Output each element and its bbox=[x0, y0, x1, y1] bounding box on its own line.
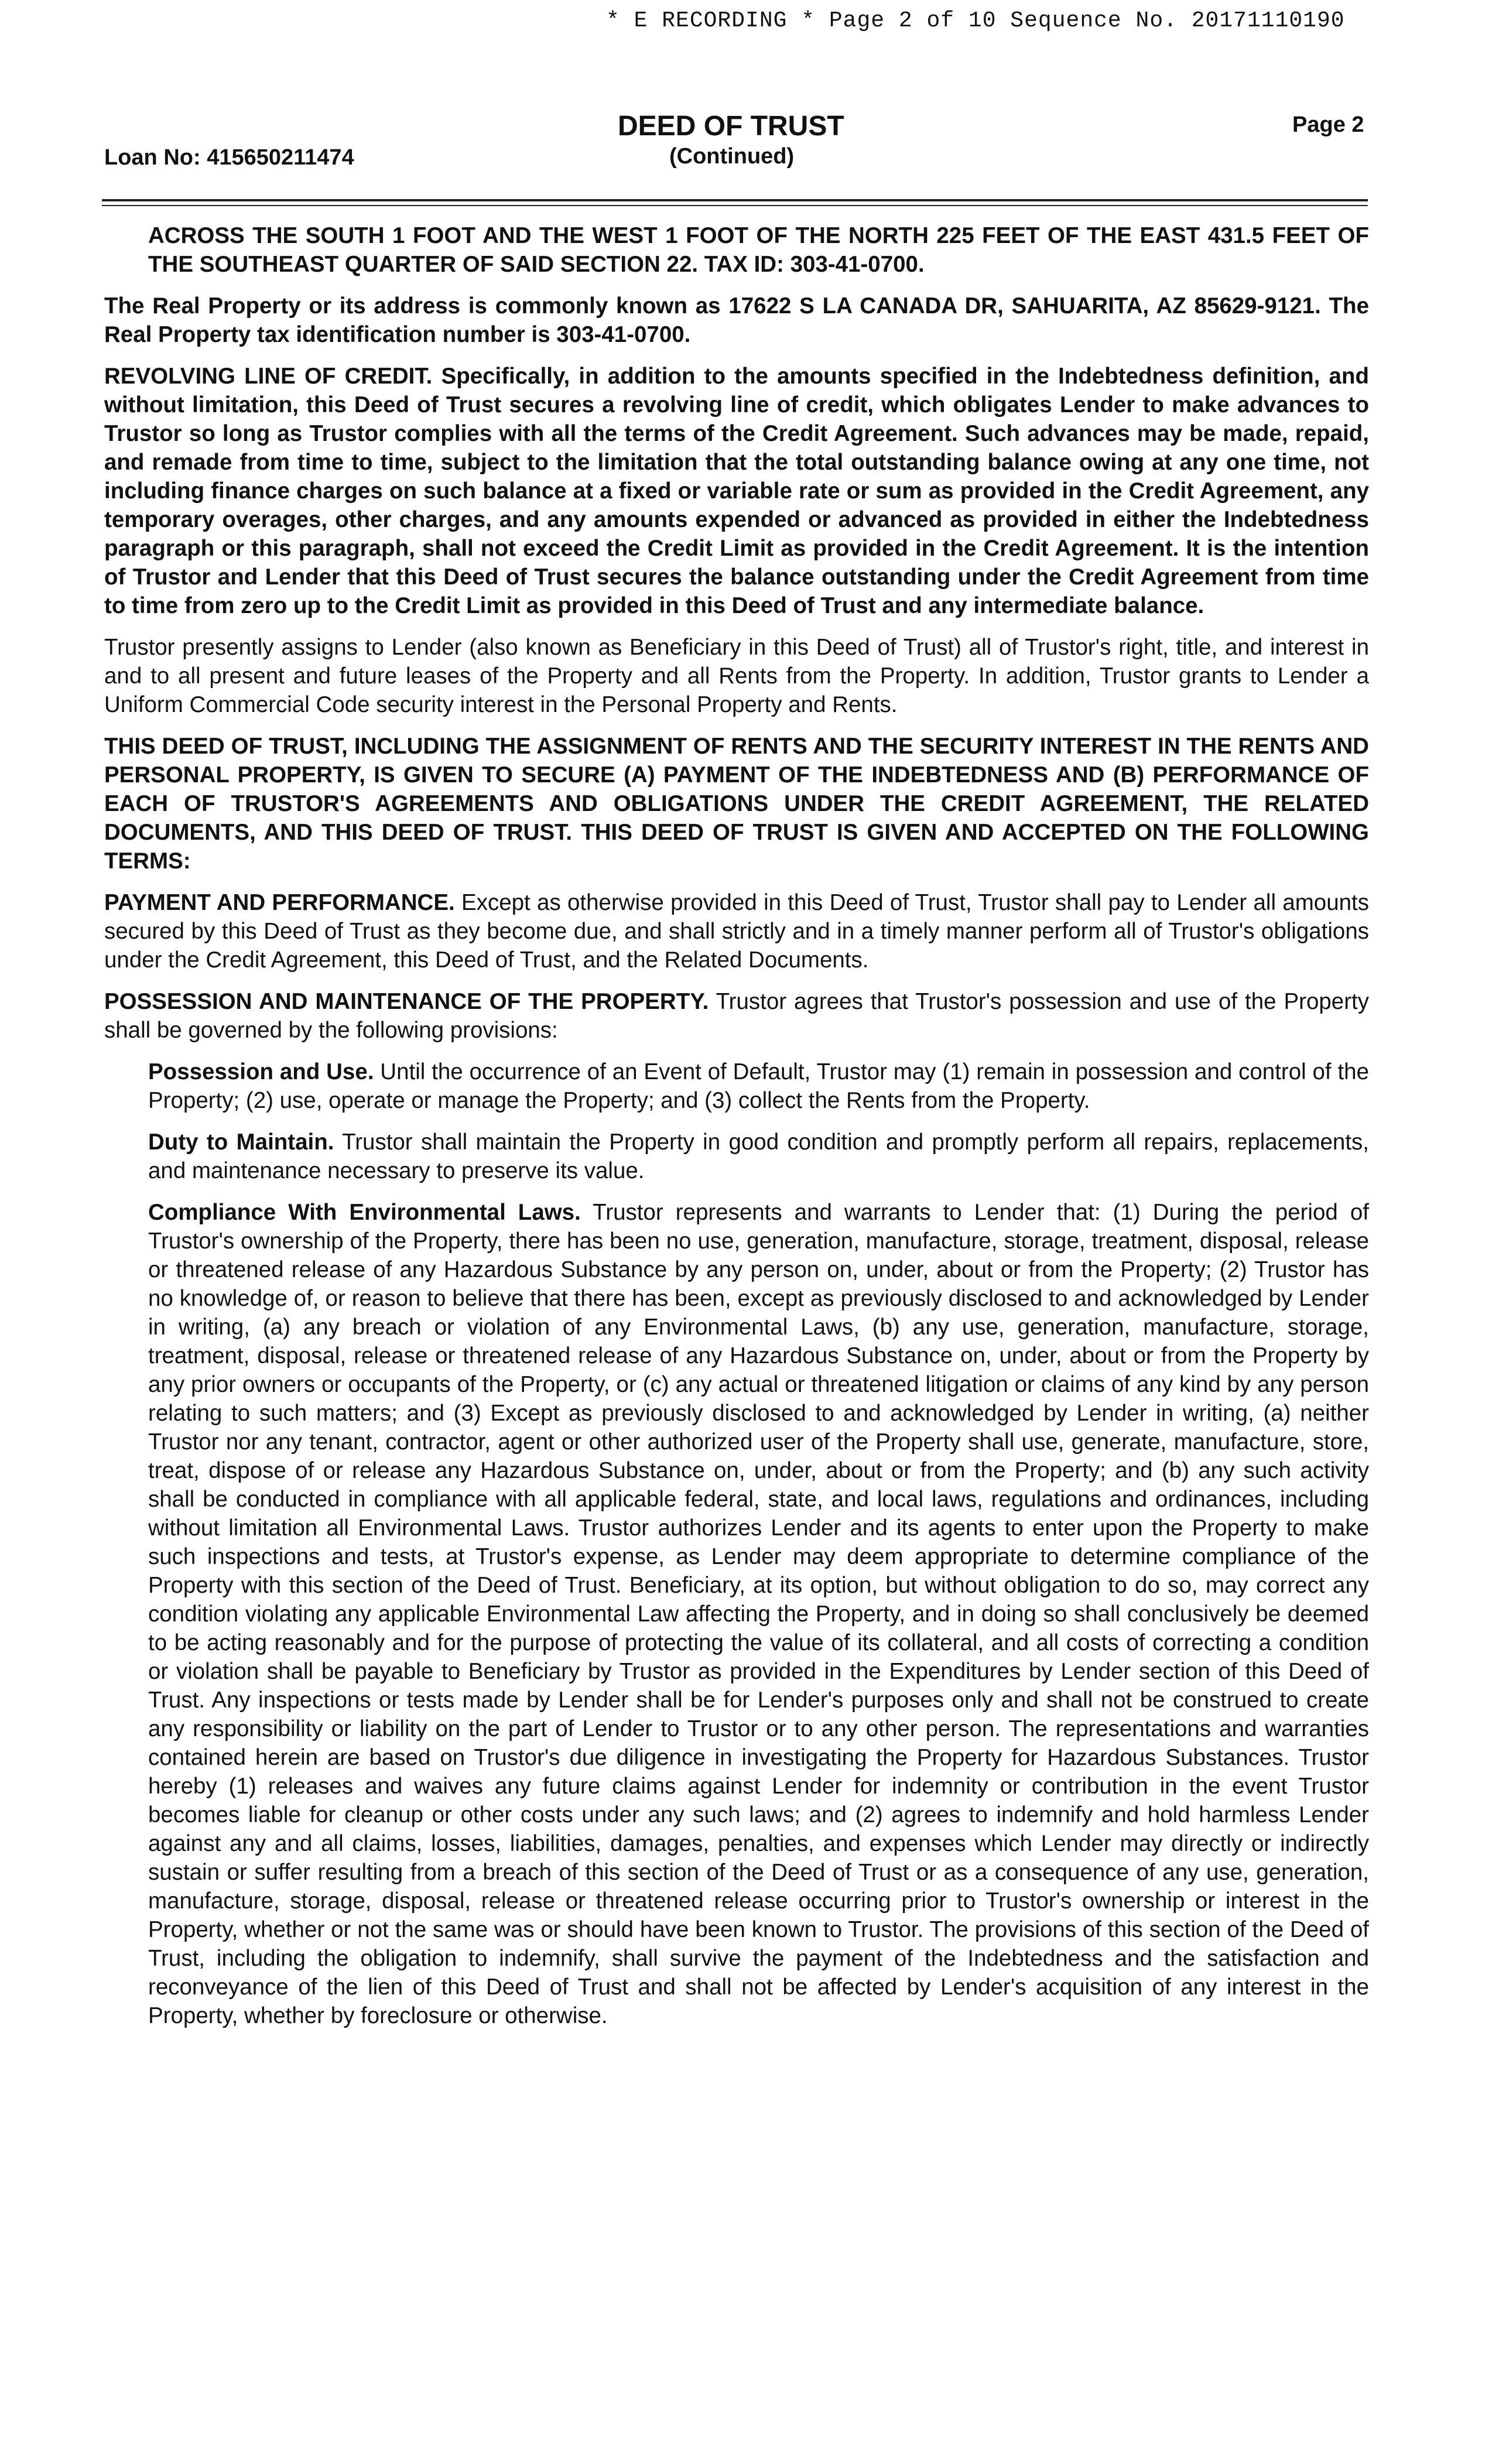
possession-text: Trustor agrees that Trustor's possession and use of the Property shall be governed by the following provisions: bbox=[104, 989, 1369, 1043]
page-number: Page 2 bbox=[1292, 112, 1364, 137]
environmental-paragraph bbox=[148, 1198, 1369, 2030]
revolving-text: Specifically, in addition to the amounts specified in the Indebtedness definition, and without limitation, this Deed of Trust secures a revolving line of credit, which obligates Lender to make advances to Trustor so long as Trustor complies with all the terms of the Credit Agreement. Such advances may be made, repaid, and remade from time to time, subject to the limitation that the total outstanding balance owing at any one time, not including finance charges on such balance at a fixed or variable rate or sum as provided in the Credit Agreement, any temporary overages, other charges, and any amounts expended or advanced as provided in either the Indebtedness paragraph or this paragraph, shall not exceed the Credit Limit as provided in the Credit Agreement. It is the intention of Trustor and Lender that this Deed of Trust secures the balance outstanding under the Credit Agreement from time to time from zero up to the Credit Limit as provided in this Deed of Trust and any intermediate balance. bbox=[104, 364, 1369, 618]
payment-text: Except as otherwise provided in this Deed of Trust, Trustor shall pay to Lender all amounts secured by this Deed of Trust as they become due, and shall strictly and in a timely manner perform all of Trustor's obligations under the Credit Agreement, this Deed of Trust, and the Related Documents. bbox=[104, 890, 1369, 973]
payment-heading: PAYMENT AND PERFORMANCE. bbox=[104, 890, 455, 915]
possession-use-paragraph bbox=[148, 1058, 1369, 1115]
assignment-paragraph: Trustor presently assigns to Lender (also known as Beneficiary in this Deed of Trust) all of Trustor's right, title, and interest in and to all present and future leases of the Property and all Rents from the Property. In addition, Trustor grants to Lender a Uniform Commercial Code security interest in the Personal Property and Rents. bbox=[104, 635, 1369, 717]
environmental-heading: Compliance With Environmental Laws. bbox=[148, 1200, 581, 1225]
recording-banner: * E RECORDING * Page 2 of 10 Sequence No. 20171110190 bbox=[606, 8, 1345, 33]
document-title: DEED OF TRUST bbox=[618, 111, 844, 142]
payment-paragraph bbox=[104, 888, 1369, 974]
document-subtitle: (Continued) bbox=[669, 144, 795, 169]
possession-use-heading: Possession and Use. bbox=[148, 1059, 374, 1084]
document-body bbox=[104, 221, 1369, 2043]
environmental-text: Trustor represents and warrants to Lender that: (1) During the period of Trustor's ownership of the Property, there has been no use, generation, manufacture, storage, treatment, disposal, release or threatened release of any Hazardous Substance by any person on, under, about or from the Property; (2) Trustor has no knowledge of, or reason to believe that there has been, except as previously disclosed to and acknowledged by Lender in writing, (a) any breach or violation of any Environmental Laws, (b) any use, generation, manufacture, storage, treatment, disposal, release or threatened release of any Hazardous Substance on, under, about or from the Property by any prior owners or occupants of the Property, or (c) any actual or threatened litigation or claims of any kind by any person relating to such matters; and (3) Except as previously disclosed to and acknowledged by Lender in writing, (a) neither Trustor nor any tenant, contractor, agent or other authorized user of the Property shall use, generate, manufacture, store, treat, dispose of or release any Hazardous Substance on, under, about or from the Property; and (b) any such activity shall be conducted in compliance with all applicable federal, state, and local laws, regulations and ordinances, including without limitation all Environmental Laws. Trustor authorizes Lender and its agents to enter upon the Property to make such inspections and tests, at Trustor's expense, as Lender may deem appropriate to determine compliance of the Property with this section of the Deed of Trust. Beneficiary, at its option, but without obligation to do so, may correct any condition violating any applicable Environmental Law affecting the Property, and in doing so shall conclusively be deemed to be acting reasonably and for the purpose of protecting the value of its collateral, and all costs of correcting a condition or violation shall be payable to Beneficiary by Trustor as provided in the Expenditures by Lender section of this Deed of Trust. Any inspections or tests made by Lender shall be for Lender's purposes only and shall not be construed to create any responsibility or liability on the part of Lender to Trustor or to any other person. The representations and warranties contained herein are based on Trustor's due diligence in investigating the Property for Hazardous Substances. Trustor hereby (1) releases and waives any future claims against Lender for indemnity or contribution in the event Trustor becomes liable for cleanup or other costs under any such laws; and (2) agrees to indemnify and hold harmless Lender against any and all claims, losses, liabilities, damages, penalties, and expenses which Lender may directly or indirectly sustain or suffer resulting from a breach of this section of the Deed of Trust or as a consequence of any use, generation, manufacture, storage, disposal, release or threatened release occurring prior to Trustor's ownership or interest in the Property, whether or not the same was or should have been known to Trustor. The provisions of this section of the Deed of Trust, including the obligation to indemnify, shall survive the payment of the Indebtedness and the satisfaction and reconveyance of the lien of this Deed of Trust and shall not be affected by Lender's acquisition of any interest in the Property, whether by foreclosure or otherwise. bbox=[148, 1200, 1369, 2028]
property-address: The Real Property or its address is commonly known as 17622 S LA CANADA DR, SAHUARITA, AZ 85629-9121. The Real Property tax identification number is 303-41-0700. bbox=[104, 293, 1369, 347]
loan-number: Loan No: 415650211474 bbox=[104, 145, 354, 170]
revolving-heading: REVOLVING LINE OF CREDIT. bbox=[104, 364, 433, 389]
header-rule-thin bbox=[102, 205, 1368, 206]
legal-description: ACROSS THE SOUTH 1 FOOT AND THE WEST 1 FOOT OF THE NORTH 225 FEET OF THE EAST 431.5 FEET OF THE SOUTHEAST QUARTER OF SAID SECTION 22. TAX ID: 303-41-0700. bbox=[148, 223, 1369, 277]
duty-heading: Duty to Maintain. bbox=[148, 1130, 334, 1155]
revolving-line-paragraph bbox=[104, 362, 1369, 620]
secure-paragraph: THIS DEED OF TRUST, INCLUDING THE ASSIGNMENT OF RENTS AND THE SECURITY INTEREST IN THE RENTS AND PERSONAL PROPERTY, IS GIVEN TO SECURE (A) PAYMENT OF THE INDEBTEDNESS AND (B) PERFORMANCE OF EACH OF TRUSTOR'S AGREEMENTS AND OBLIGATIONS UNDER THE CREDIT AGREEMENT, THE RELATED DOCUMENTS, AND THIS DEED OF TRUST. THIS DEED OF TRUST IS GIVEN AND ACCEPTED ON THE FOLLOWING TERMS: bbox=[104, 734, 1369, 874]
possession-use-text: Until the occurrence of an Event of Default, Trustor may (1) remain in possession and control of the Property; (2) use, operate or manage the Property; and (3) collect the Rents from the Property. bbox=[148, 1059, 1369, 1113]
possession-heading: POSSESSION AND MAINTENANCE OF THE PROPERTY. bbox=[104, 989, 709, 1014]
duty-paragraph bbox=[148, 1128, 1369, 1185]
possession-paragraph bbox=[104, 987, 1369, 1045]
header-rule bbox=[102, 199, 1368, 201]
duty-text: Trustor shall maintain the Property in good condition and promptly perform all repairs, replacements, and maintenance necessary to preserve its value. bbox=[148, 1130, 1369, 1183]
